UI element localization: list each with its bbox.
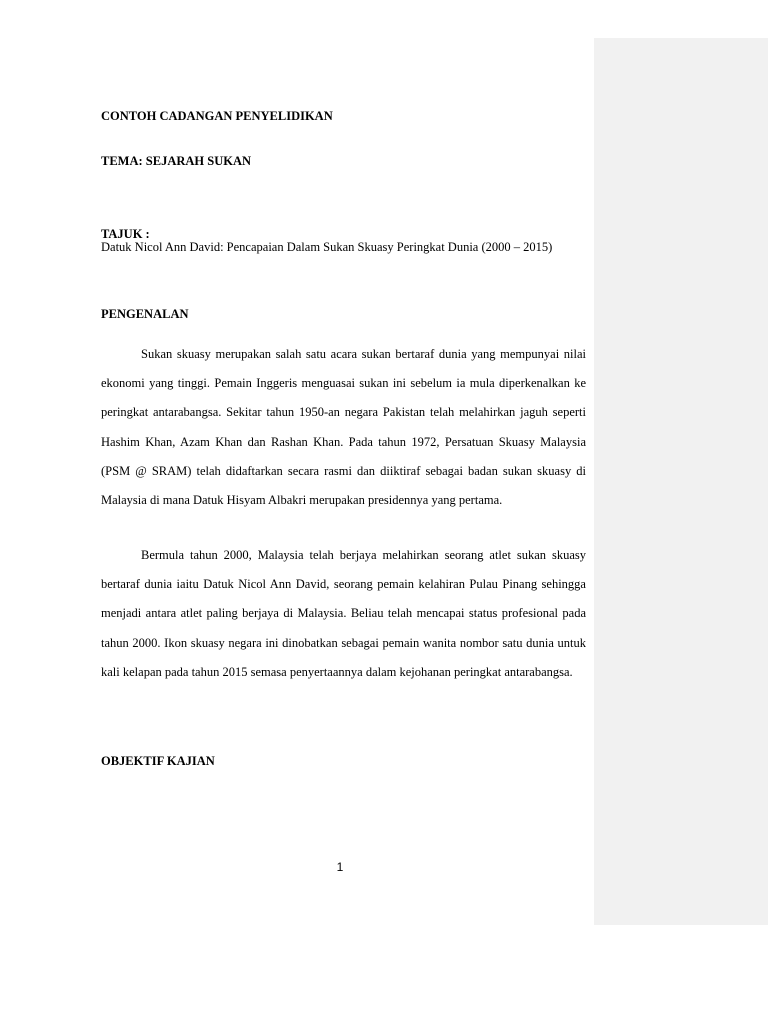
title-label: TAJUK :	[101, 227, 150, 241]
document-title: CONTOH CADANGAN PENYELIDIKAN	[101, 109, 333, 123]
introduction-paragraph-2: Bermula tahun 2000, Malaysia telah berjaya melahirkan seorang atlet sukan skuasy bertaraf dunia iaitu Datuk Nicol Ann David, seorang pemain kelahiran Pulau Pinang sehingga menjadi antara atlet paling berjaya di Malaysia. Beliau telah mencapai status profesional pada tahun 2000. Ikon skuasy negara ini dinobatkan sebagai pemain wanita nombor satu dunia untuk kali kelapan pada tahun 2015 semasa penyertaannya dalam kejohanan peringkat antarabangsa.	[101, 548, 586, 679]
page-number: 1	[336, 860, 344, 874]
introduction-heading: PENGENALAN	[101, 307, 189, 321]
introduction-paragraph-1: Sukan skuasy merupakan salah satu acara sukan bertaraf dunia yang mempunyai nilai ekonomi yang tinggi. Pemain Inggeris menguasai sukan ini sebelum ia mula diperkenalkan ke peringkat antarabangsa. Sekitar tahun 1950-an negara Pakistan telah melahirkan jaguh seperti Hashim Khan, Azam Khan dan Rashan Khan. Pada tahun 1972, Persatuan Skuasy Malaysia (PSM @ SRAM) telah didaftarkan secara rasmi dan diiktiraf sebagai badan sukan skuasy di Malaysia di mana Datuk Hisyam Albakri merupakan presidennya yang pertama.	[101, 347, 586, 508]
objectives-heading: OBJEKTIF KAJIAN	[101, 754, 215, 768]
research-title: Datuk Nicol Ann David: Pencapaian Dalam Sukan Skuasy Peringkat Dunia (2000 – 2015)	[101, 240, 553, 254]
comment-pane	[594, 38, 768, 925]
theme-heading: TEMA: SEJARAH SUKAN	[101, 154, 252, 168]
